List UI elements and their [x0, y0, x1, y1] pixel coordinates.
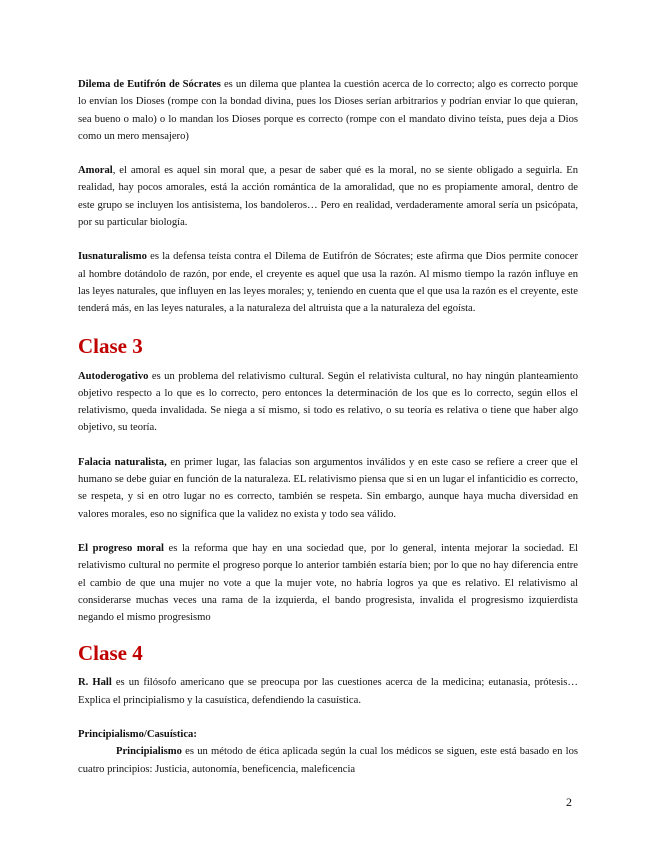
text-eutifron: es un dilema que plantea la cuestión acerca de lo correcto; algo es correcto porque lo envían los Dioses (rompe con la bondad divina, pues los Dioses serían arbitrarios y podrían enviar lo que quieran, sea bueno o malo) o lo mandan los Dioses porque es correcto (rompe con el mandato divino teísta, pues deja a Dios como un mero mensajero)	[78, 79, 578, 142]
paragraph-principialismo	[78, 743, 578, 778]
paragraph-eutifron	[78, 76, 578, 145]
paragraph-falacia-naturalista	[78, 454, 578, 523]
term-eutifron: Dilema de Eutifrón de Sócrates	[78, 79, 221, 90]
text-progreso-moral: es la reforma que hay en una sociedad que, por lo general, intenta mejorar la sociedad. El relativismo cultural no permite el progreso porque lo anterior también estaría bien; por lo que no hay diferencia entre el cambio de que una mujer no vote a que la mujer vote, no habría logros ya que es relativo. El relativismo al considerarse muchas veces una rama de la izquierda, el bando progresista, invalida el progresismo izquierdista negando el mismo progresismo	[78, 542, 578, 624]
term-r-hall: R. Hall	[78, 677, 112, 689]
heading-clase-3: Clase 3	[78, 333, 143, 358]
paragraph-iusnaturalismo	[78, 248, 578, 317]
page-number: 2	[566, 795, 572, 809]
term-amoral: Amoral	[78, 165, 113, 177]
term-principialismo: Principialismo	[116, 746, 182, 758]
text-amoral: , el amoral es aquel sin moral que, a pesar de saber qué es la moral, no se siente obligado a seguirla. En realidad, hay pocos amorales, está la acción romántica de la amoralidad, que no es propiamente amoral, dentro de este grupo se incluyen los antisistema, los bandoleros… Pero en realidad, verdaderamente amoral sería un psicópata, por su particular biología.	[78, 165, 578, 229]
paragraph-progreso-moral	[78, 540, 578, 626]
text-principialismo: es un método de ética aplicada según la cual los médicos se siguen, este está basado en los cuatro principios: Justicia, autonomía, beneficencia, maleficencia	[78, 746, 578, 775]
term-progreso-moral: El progreso moral	[78, 542, 164, 554]
text-r-hall: es un filósofo americano que se preocupa por las cuestiones acerca de la medicina; eutanasia, prótesis… Explica el principialismo y la casuística, defendiendo la casuística.	[78, 677, 579, 706]
term-autoderogativo: Autoderogativo	[78, 370, 149, 382]
paragraph-amoral	[78, 162, 578, 231]
text-iusnaturalismo: es la defensa teísta contra el Dilema de Eutifrón de Sócrates; este afirma que Dios permite conocer al hombre dotándolo de razón, por ende, el creyente es aquel que usa la razón. Al mismo tiempo la razón influye en las leyes naturales, que influyen en las leyes morales; y, teniendo en cuenta que el que usa la razón es el creyente, este tenderá más, en las leyes naturales, a la naturaleza del altruista que a la naturaleza del egoísta.	[78, 251, 578, 315]
paragraph-r-hall	[78, 674, 578, 709]
paragraph-autoderogativo	[78, 368, 578, 437]
text-falacia-naturalista: en primer lugar, las falacias son argumentos inválidos y en este caso se refiere a creer que el humano se debe guiar en función de la naturaleza. EL relativismo piensa que si en un lugar el infanticidio es correcto, se respeta, y si en otro lugar no es correcto, también se respeta. Sin embargo, aunque haya mucha diversidad en valores morales, eso no significa que la validez no exista y todo sea válido.	[78, 456, 578, 520]
text-autoderogativo: es un problema del relativismo cultural. Según el relativista cultural, no hay ningún planteamiento objetivo respecto a lo que es lo correcto, pero entonces la determinación de los que es lo correcto, según ellos el relativismo, queda invalidada. Se niega a sí mismo, si todo es relativo, o su teoría es relativa o tiene que haber algo objetivo, su teoría.	[78, 370, 578, 434]
term-iusnaturalismo: Iusnaturalismo	[78, 251, 147, 263]
term-falacia-naturalista: Falacia naturalista,	[78, 456, 167, 468]
page-content	[78, 76, 578, 778]
subheading-principialismo-casuistica: Principialismo/Casuística:	[78, 729, 197, 741]
heading-clase-4: Clase 4	[78, 641, 143, 666]
